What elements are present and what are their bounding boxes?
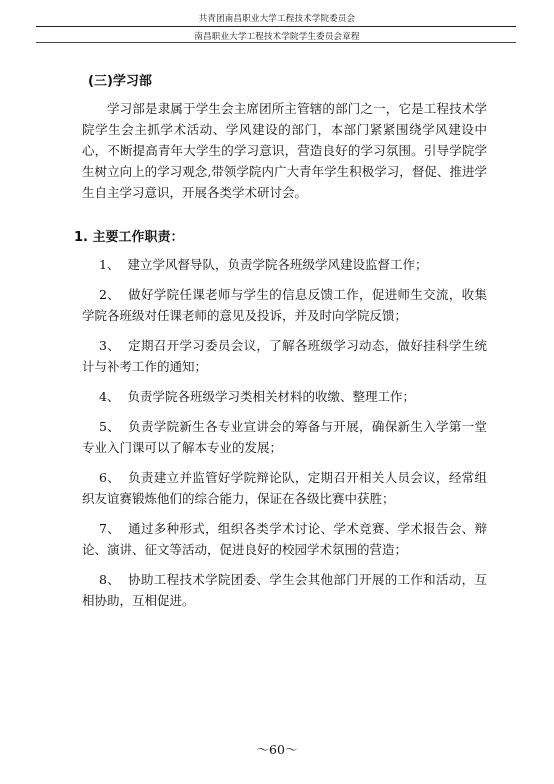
duties-heading: 1. 主要工作职责：: [74, 230, 184, 245]
duty-text: 负责学院新生各专业宣讲会的筹备与开展，确保新生入学第一堂专业入门课可以了解本专业的发展；: [82, 419, 488, 455]
duty-number: 5、: [99, 419, 121, 434]
duty-item: [82, 569, 487, 611]
header-divider: [36, 26, 516, 27]
section-title: (三)学习部: [88, 74, 152, 89]
duty-number: 6、: [99, 470, 121, 485]
header-document-title: 南昌职业大学工程技术学院学生委员会章程: [194, 32, 360, 42]
duty-number: 4、: [99, 389, 120, 404]
section-intro-paragraph: 学习部是隶属于学生会主席团所主管辖的部门之一，它是工程技术学院学生会主抓学术活动、学风建设的部门，本部门紧紧围绕学风建设中心，不断提高青年大学生的学习意识，营造良好的学习氛围。引导学院学生树立向上的学习观念,带领学院内广大青年学生积极学习，督促、推进学生自主学习意识，开展各类学术研讨会。: [82, 101, 487, 200]
duty-text: 定期召开学习委员会议，了解各班级学习动态，做好挂科学生统计与补考工作的通知；: [82, 338, 488, 374]
header-organization: 共青团南昌职业大学工程技术学院委员会: [198, 14, 356, 24]
duty-text: 负责建立并监管好学院辩论队，定期召开相关人员会议，经常组织友谊赛锻炼他们的综合能力，保证在各级比赛中获胜；: [82, 470, 488, 506]
duty-text: 做好学院任课老师与学生的信息反馈工作，促进师生交流，收集学院各班级对任课老师的意见及投诉，并及时向学院反馈；: [82, 287, 488, 323]
duty-number: 2、: [99, 287, 121, 302]
duty-text: 协助工程技术学院团委、学生会其他部门开展的工作和活动，互相协助，互相促进。: [82, 572, 488, 608]
duty-number: 1、: [99, 257, 120, 272]
duty-item: [82, 518, 487, 560]
duty-item: [82, 467, 487, 509]
duty-item: [82, 386, 487, 407]
duty-text: 建立学风督导队，负责学院各班级学风建设监督工作；: [127, 257, 428, 272]
duty-item: [82, 284, 487, 326]
duty-number: 3、: [99, 338, 121, 353]
page-number: ～60～: [256, 742, 298, 757]
duty-item: [82, 416, 487, 458]
duty-item: [82, 335, 487, 377]
duty-number: 7、: [99, 521, 121, 536]
duty-number: 8、: [99, 572, 121, 587]
duty-item: [82, 254, 487, 275]
header-divider-lower: [36, 42, 516, 43]
duty-text: 负责学院各班级学习类相关材料的收缴、整理工作；: [127, 389, 415, 404]
duties-list: [82, 254, 487, 620]
duty-text: 通过多种形式，组织各类学术讨论、学术竞赛、学术报告会、辩论、演讲、征文等活动，促进良好的校园学术氛围的营造；: [82, 521, 488, 557]
